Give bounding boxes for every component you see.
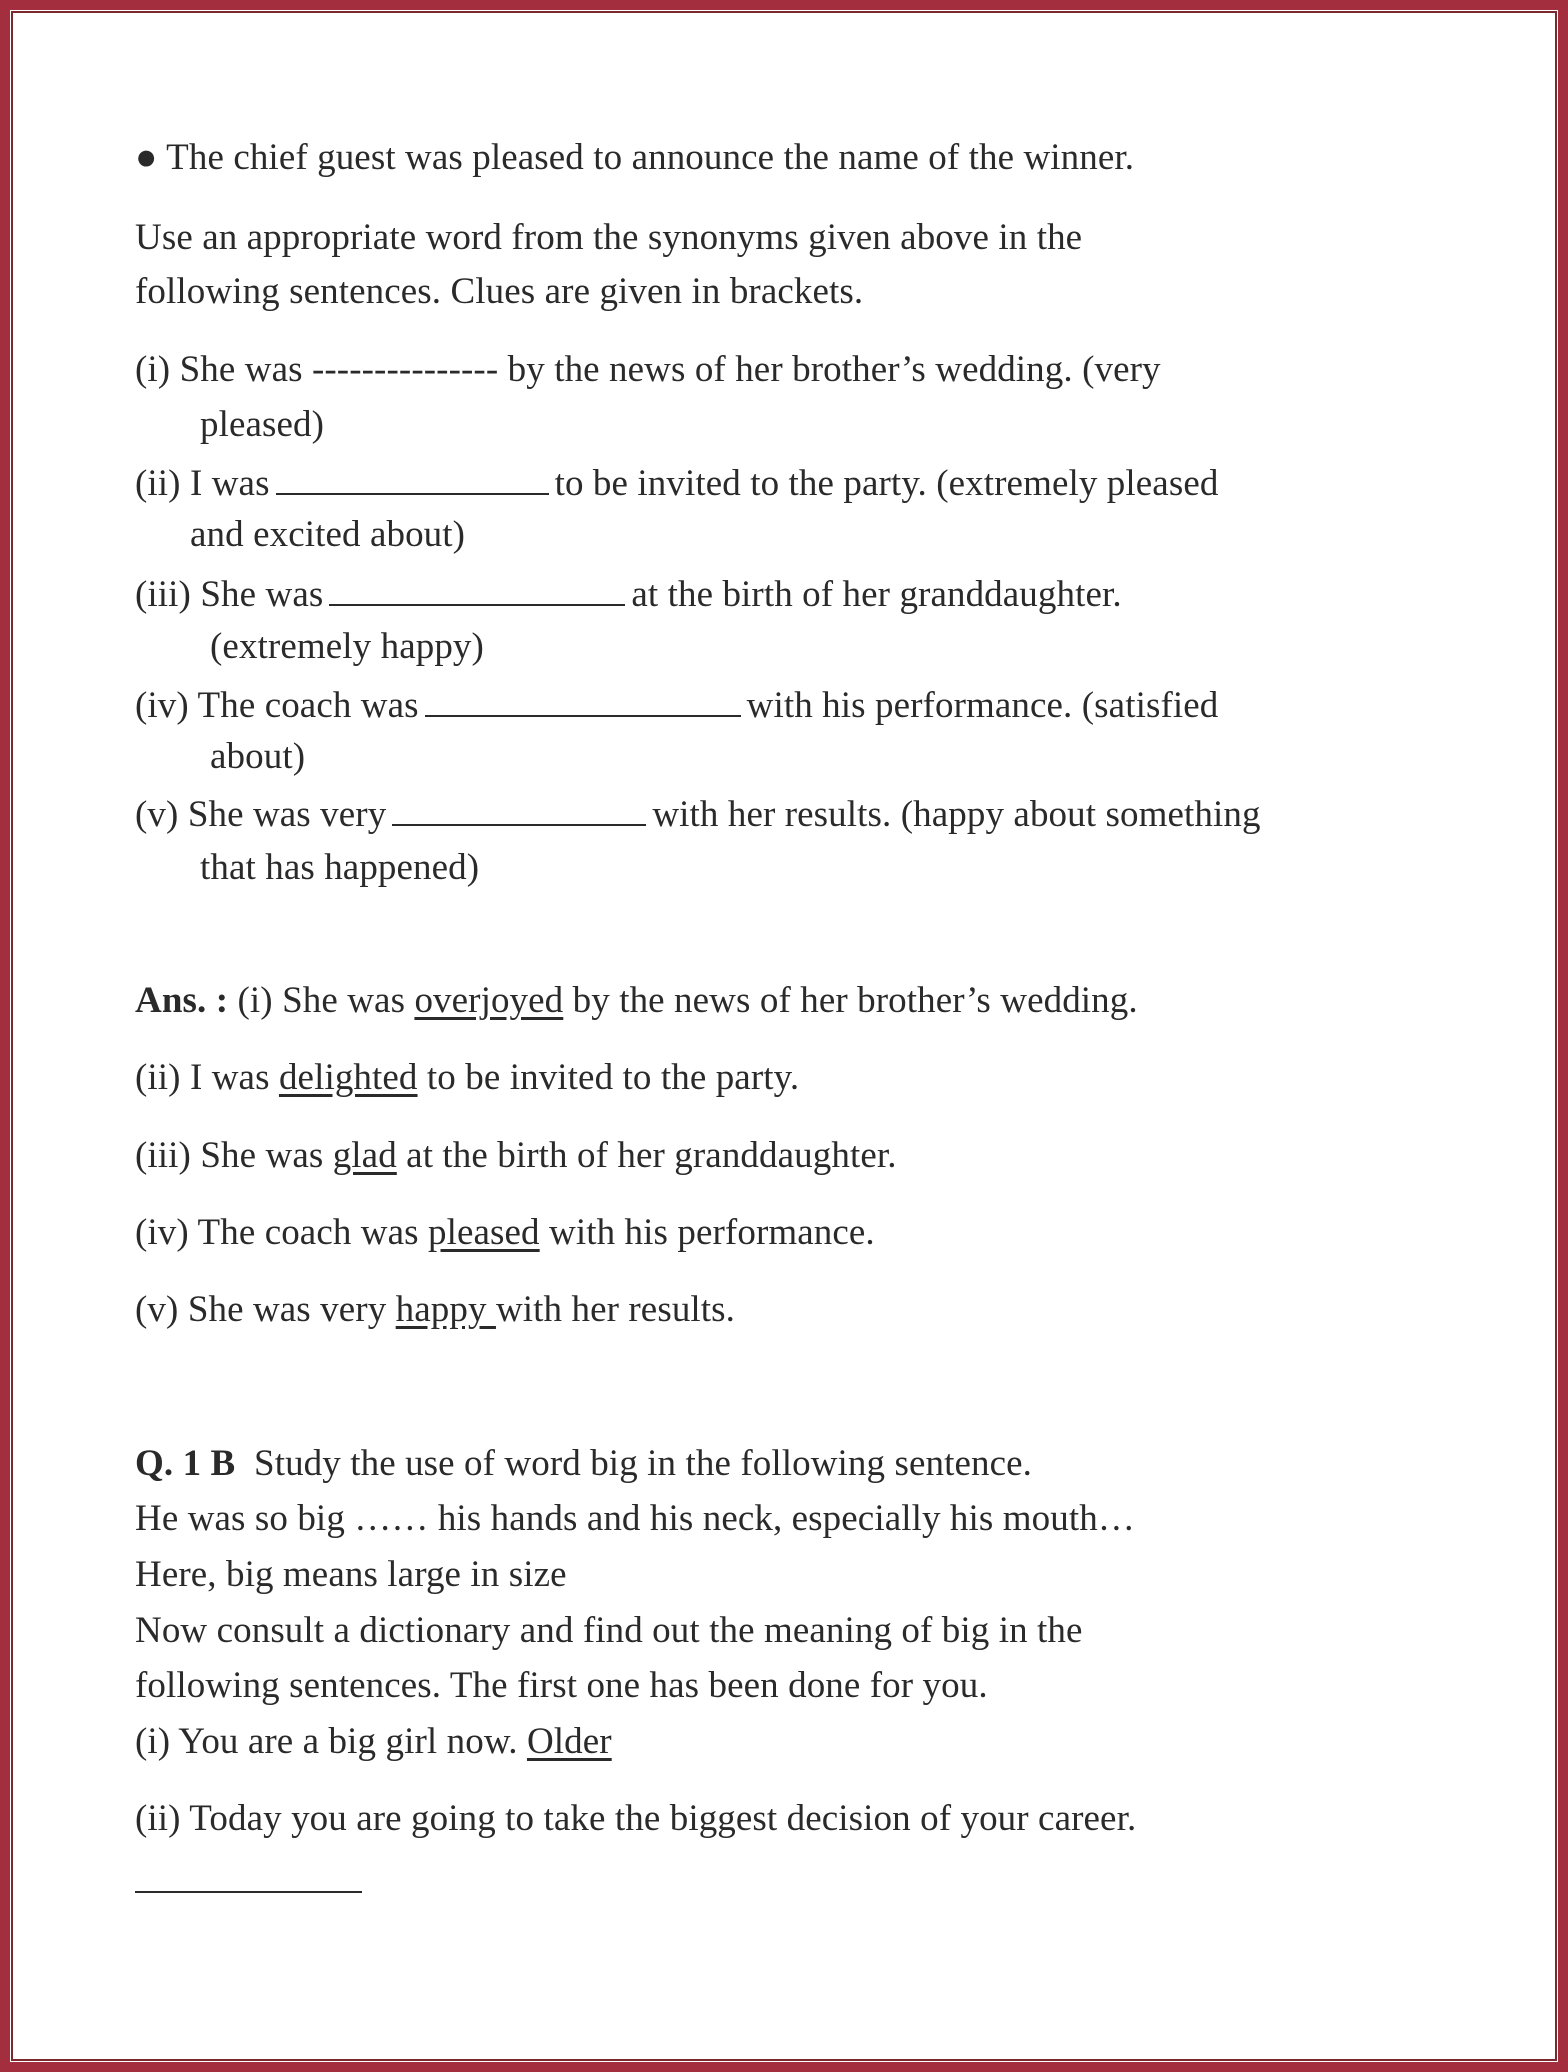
a-num: (i) bbox=[237, 980, 273, 1021]
bullet-icon: ● bbox=[135, 137, 158, 178]
q-post: at the birth of her granddaughter. bbox=[631, 574, 1122, 615]
q-num: (iv) bbox=[135, 685, 189, 726]
question-3-cont: (extremely happy) bbox=[210, 626, 484, 667]
a-pre: She was bbox=[200, 1135, 324, 1176]
question-4-cont: about) bbox=[210, 736, 306, 777]
q-num: (i) bbox=[135, 349, 171, 390]
a-word: happy bbox=[395, 1289, 496, 1330]
a-post: with his performance. bbox=[549, 1212, 875, 1253]
instruction-line-2: following sentences. Clues are given in brackets. bbox=[135, 271, 864, 312]
q-post: with her results. (happy about something bbox=[652, 794, 1261, 835]
a-word: overjoyed bbox=[414, 980, 564, 1021]
a-word: pleased bbox=[428, 1212, 540, 1253]
q-blank bbox=[329, 570, 625, 606]
bullet-text: The chief guest was pleased to announce the name of the winner. bbox=[166, 137, 1135, 178]
q-num: (iii) bbox=[135, 574, 191, 615]
q-blank bbox=[392, 790, 646, 826]
a-pre: The coach was bbox=[197, 1212, 419, 1253]
q1b-heading bbox=[135, 1442, 1032, 1486]
answer-1 bbox=[135, 979, 1138, 1023]
q-blank-dashes: --------------- bbox=[311, 349, 499, 390]
question-2 bbox=[135, 459, 1218, 506]
q1b-line5: following sentences. The first one has been done for you. bbox=[135, 1665, 988, 1706]
a-word: glad bbox=[332, 1135, 397, 1176]
a-post: with her results. bbox=[495, 1289, 736, 1330]
answer-4 bbox=[135, 1211, 875, 1255]
a-num: (iv) bbox=[135, 1212, 189, 1253]
answer-2 bbox=[135, 1056, 799, 1100]
q-pre: She was bbox=[179, 349, 303, 390]
q1b-item1-answer: Older bbox=[526, 1721, 612, 1762]
q-post: by the news of her brother’s wedding. (very bbox=[507, 349, 1161, 390]
q1b-line3: Here, big means large in size bbox=[135, 1554, 567, 1595]
q1b-line2: He was so big …… his hands and his neck, especially his mouth… bbox=[135, 1498, 1135, 1539]
question-4 bbox=[135, 681, 1218, 728]
question-3 bbox=[135, 570, 1122, 617]
q-post: with his performance. (satisfied bbox=[746, 685, 1219, 726]
q1b-item-2: (ii) Today you are going to take the biggest decision of your career. bbox=[135, 1798, 1137, 1839]
q1b-label: Q. 1 B bbox=[135, 1443, 236, 1484]
a-word: delighted bbox=[278, 1057, 418, 1098]
answer-5 bbox=[135, 1288, 735, 1332]
a-pre: I was bbox=[189, 1057, 270, 1098]
q-pre: She was very bbox=[187, 794, 387, 835]
q-num: (v) bbox=[135, 794, 179, 835]
a-post: to be invited to the party. bbox=[426, 1057, 800, 1098]
q-pre: She was bbox=[200, 574, 324, 615]
a-num: (iii) bbox=[135, 1135, 191, 1176]
a-num: (v) bbox=[135, 1289, 179, 1330]
q1b-line4: Now consult a dictionary and find out the meaning of big in the bbox=[135, 1610, 1083, 1651]
q-post: to be invited to the party. (extremely pleased bbox=[554, 463, 1219, 504]
question-5-cont: that has happened) bbox=[200, 847, 480, 888]
q1b-item-1 bbox=[135, 1720, 612, 1764]
bullet-sentence bbox=[135, 136, 1134, 180]
a-pre: She was bbox=[282, 980, 406, 1021]
question-2-cont: and excited about) bbox=[190, 514, 466, 555]
question-5 bbox=[135, 790, 1261, 837]
q1b-item1-text: (i) You are a big girl now. bbox=[135, 1721, 518, 1762]
answers-label: Ans. : bbox=[135, 980, 229, 1021]
q-pre: I was bbox=[189, 463, 270, 504]
q-num: (ii) bbox=[135, 463, 181, 504]
a-post: at the birth of her granddaughter. bbox=[406, 1135, 897, 1176]
a-post: by the news of her brother’s wedding. bbox=[572, 980, 1138, 1021]
answer-blank-line bbox=[135, 1891, 362, 1893]
question-1-cont: pleased) bbox=[200, 404, 325, 445]
answer-3 bbox=[135, 1134, 897, 1178]
a-pre: She was very bbox=[187, 1289, 387, 1330]
q-pre: The coach was bbox=[197, 685, 419, 726]
a-num: (ii) bbox=[135, 1057, 181, 1098]
q-blank bbox=[425, 681, 741, 717]
question-1 bbox=[135, 348, 1161, 392]
q1b-line1: Study the use of word big in the following sentence. bbox=[254, 1443, 1032, 1484]
q-blank bbox=[276, 459, 549, 495]
instruction-line-1: Use an appropriate word from the synonyms given above in the bbox=[135, 217, 1083, 258]
